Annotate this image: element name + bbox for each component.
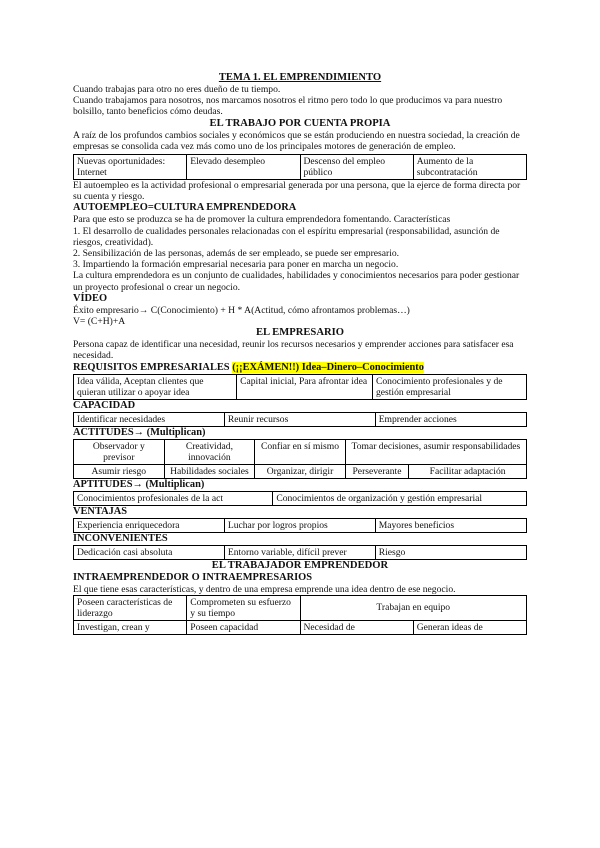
table-cell: Comprometen su esfuerzo y su tiempo: [187, 595, 300, 620]
cuenta-propia-table: [73, 154, 527, 180]
table-cell: Organizar, dirigir: [255, 464, 346, 478]
table-cell: Identificar necesidades: [74, 412, 225, 426]
trabajador-paragraph: El que tiene esas características, y dentro de una empresa emprende una idea dentro de ese negocio.: [73, 583, 456, 595]
cultura-line-2: 1. El desarrollo de cualidades personales relacionadas con el espíritu empresarial (responsabilidad, asunción de riesgos, creatividad).: [73, 225, 500, 248]
table-cell: Trabajan en equipo: [300, 595, 527, 620]
document-title: TEMA 1. EL EMPRENDIMIENTO: [218, 72, 382, 83]
capacidad-heading: CAPACIDAD: [73, 399, 136, 411]
table-cell: Generan ideas de: [413, 620, 526, 634]
trabajador-table: [73, 595, 527, 635]
trabajador-heading: EL TRABAJADOR EMPRENDEDOR: [211, 559, 389, 571]
cultura-line-5: La cultura emprendedora es un conjunto de cualidades, habilidades y conocimientos necesarios para poder gestionar un proyecto profesional o crear un negocio.: [73, 270, 520, 293]
table-cell: Mayores beneficios: [375, 518, 526, 532]
table-cell: Observador y previsor: [74, 439, 165, 464]
table-row: [74, 464, 527, 478]
ventajas-heading: VENTAJAS: [73, 505, 128, 517]
video-formula-1: Éxito empresario→ C(Conocimiento) + H * A(Actitud, cómo afrontamos problemas…): [73, 304, 410, 316]
capacidad-table: [73, 412, 527, 427]
cultura-heading: AUTOEMPLEO=CULTURA EMPRENDEDORA: [73, 202, 297, 214]
inconvenientes-heading: INCONVENIENTES: [73, 532, 168, 544]
cuenta-propia-paragraph: A raíz de los profundos cambios sociales y económicos que se están produciendo en nuestra sociedad, la creación de empresas se consolida cada vez más como uno de los principales motores de generación de empleo.: [73, 129, 520, 152]
table-cell: Tomar decisiones, asumir responsabilidades: [345, 439, 526, 464]
table-cell: Riesgo: [375, 545, 526, 559]
table-cell: Dedicación casi absoluta: [74, 545, 225, 559]
requisitos-table: [73, 374, 527, 400]
table-cell: Elevado desempleo: [187, 155, 300, 180]
table-cell: Experiencia enriquecedora: [74, 518, 225, 532]
table-cell: Luchar por logros propios: [224, 518, 375, 532]
table-cell: Idea válida, Aceptan clientes que quieran utilizar o apoyar idea: [74, 374, 237, 399]
table-cell: Poseen capacidad: [187, 620, 300, 634]
intro-line-1: Cuando trabajas para otro no eres dueño de tu tiempo.: [73, 84, 281, 95]
ventajas-table: [73, 518, 527, 533]
aptitudes-table: [73, 491, 527, 506]
table-cell: Facilitar adaptación: [409, 464, 527, 478]
table-cell: Descenso del empleo público: [300, 155, 413, 180]
table-cell: Investigan, crean y: [74, 620, 187, 634]
requisitos-heading: [73, 362, 527, 374]
intraemprendedor-heading: INTRAEMPRENDEDOR O INTRAEMPRESARIOS: [73, 571, 313, 583]
table-row: [74, 439, 527, 464]
intro-line-2: Cuando trabajamos para nosotros, nos marcamos nosotros el ritmo pero todo lo que producimos va para nuestro bolsillo, tanto beneficios cómo deudas.: [73, 95, 503, 118]
table-cell: Conocimiento profesionales y de gestión empresarial: [372, 374, 526, 399]
table-cell: Conocimientos profesionales de la act: [74, 491, 273, 505]
table-cell: Reunir recursos: [224, 412, 375, 426]
table-cell: Perseverante: [345, 464, 408, 478]
table-cell: Creatividad, innovación: [164, 439, 255, 464]
cultura-line-3: 2. Sensibilización de las personas, además de ser empleado, se puede ser empresario.: [73, 248, 400, 260]
table-row: [74, 545, 527, 559]
table-cell: Aumento de la subcontratación: [413, 155, 526, 180]
requisitos-label: REQUISITOS EMPRESARIALES: [73, 361, 230, 373]
actitudes-table: [73, 439, 527, 479]
table-cell: Asumir riesgo: [74, 464, 165, 478]
table-cell: Entorno variable, difícil prever: [224, 545, 375, 559]
requisitos-highlight: (¡¡EXÁMEN!!) Idea–Dinero–Conocimiento: [232, 361, 424, 373]
table-row: [74, 155, 527, 180]
aptitudes-heading: APTITUDES→ (Multiplican): [73, 478, 205, 490]
empresario-paragraph: Persona capaz de identificar una necesidad, reunir los recursos necesarios y emprender acciones para satisfacer esa necesidad.: [73, 339, 514, 362]
table-row: [74, 518, 527, 532]
inconvenientes-table: [73, 545, 527, 560]
cultura-line-1: Para que esto se produzca se ha de promover la cultura emprendedora fomentando. Características: [73, 214, 451, 226]
table-cell: Emprender acciones: [375, 412, 526, 426]
table-row: [74, 491, 527, 505]
table-row: [74, 374, 527, 399]
table-cell: Confiar en sí mismo: [255, 439, 346, 464]
table-cell: Poseen características de liderazgo: [74, 595, 187, 620]
video-formula-2: V= (C+H)+A: [73, 316, 126, 328]
table-cell: Necesidad de: [300, 620, 413, 634]
table-cell: Habilidades sociales: [164, 464, 255, 478]
table-row: [74, 412, 527, 426]
table-cell: Conocimientos de organización y gestión empresarial: [273, 491, 527, 505]
actitudes-heading: ACTITUDES→ (Multiplican): [73, 426, 206, 438]
video-heading: VÍDEO: [73, 292, 108, 304]
autoempleo-paragraph: El autoempleo es la actividad profesional o empresarial generada por una persona, que la ejerce de forma directa por su cuenta y riesgo.: [73, 180, 521, 203]
table-cell: Nuevas oportunidades: Internet: [74, 155, 187, 180]
cultura-line-4: 3. Impartiendo la formación empresarial necesaria para poner en marcha un negocio.: [73, 259, 399, 271]
empresario-heading: EL EMPRESARIO: [255, 327, 344, 339]
table-row: [74, 595, 527, 620]
cuenta-propia-heading: EL TRABAJO POR CUENTA PROPIA: [209, 117, 391, 129]
table-row: [74, 620, 527, 634]
table-cell: Capital inicial, Para afrontar idea: [237, 374, 373, 399]
